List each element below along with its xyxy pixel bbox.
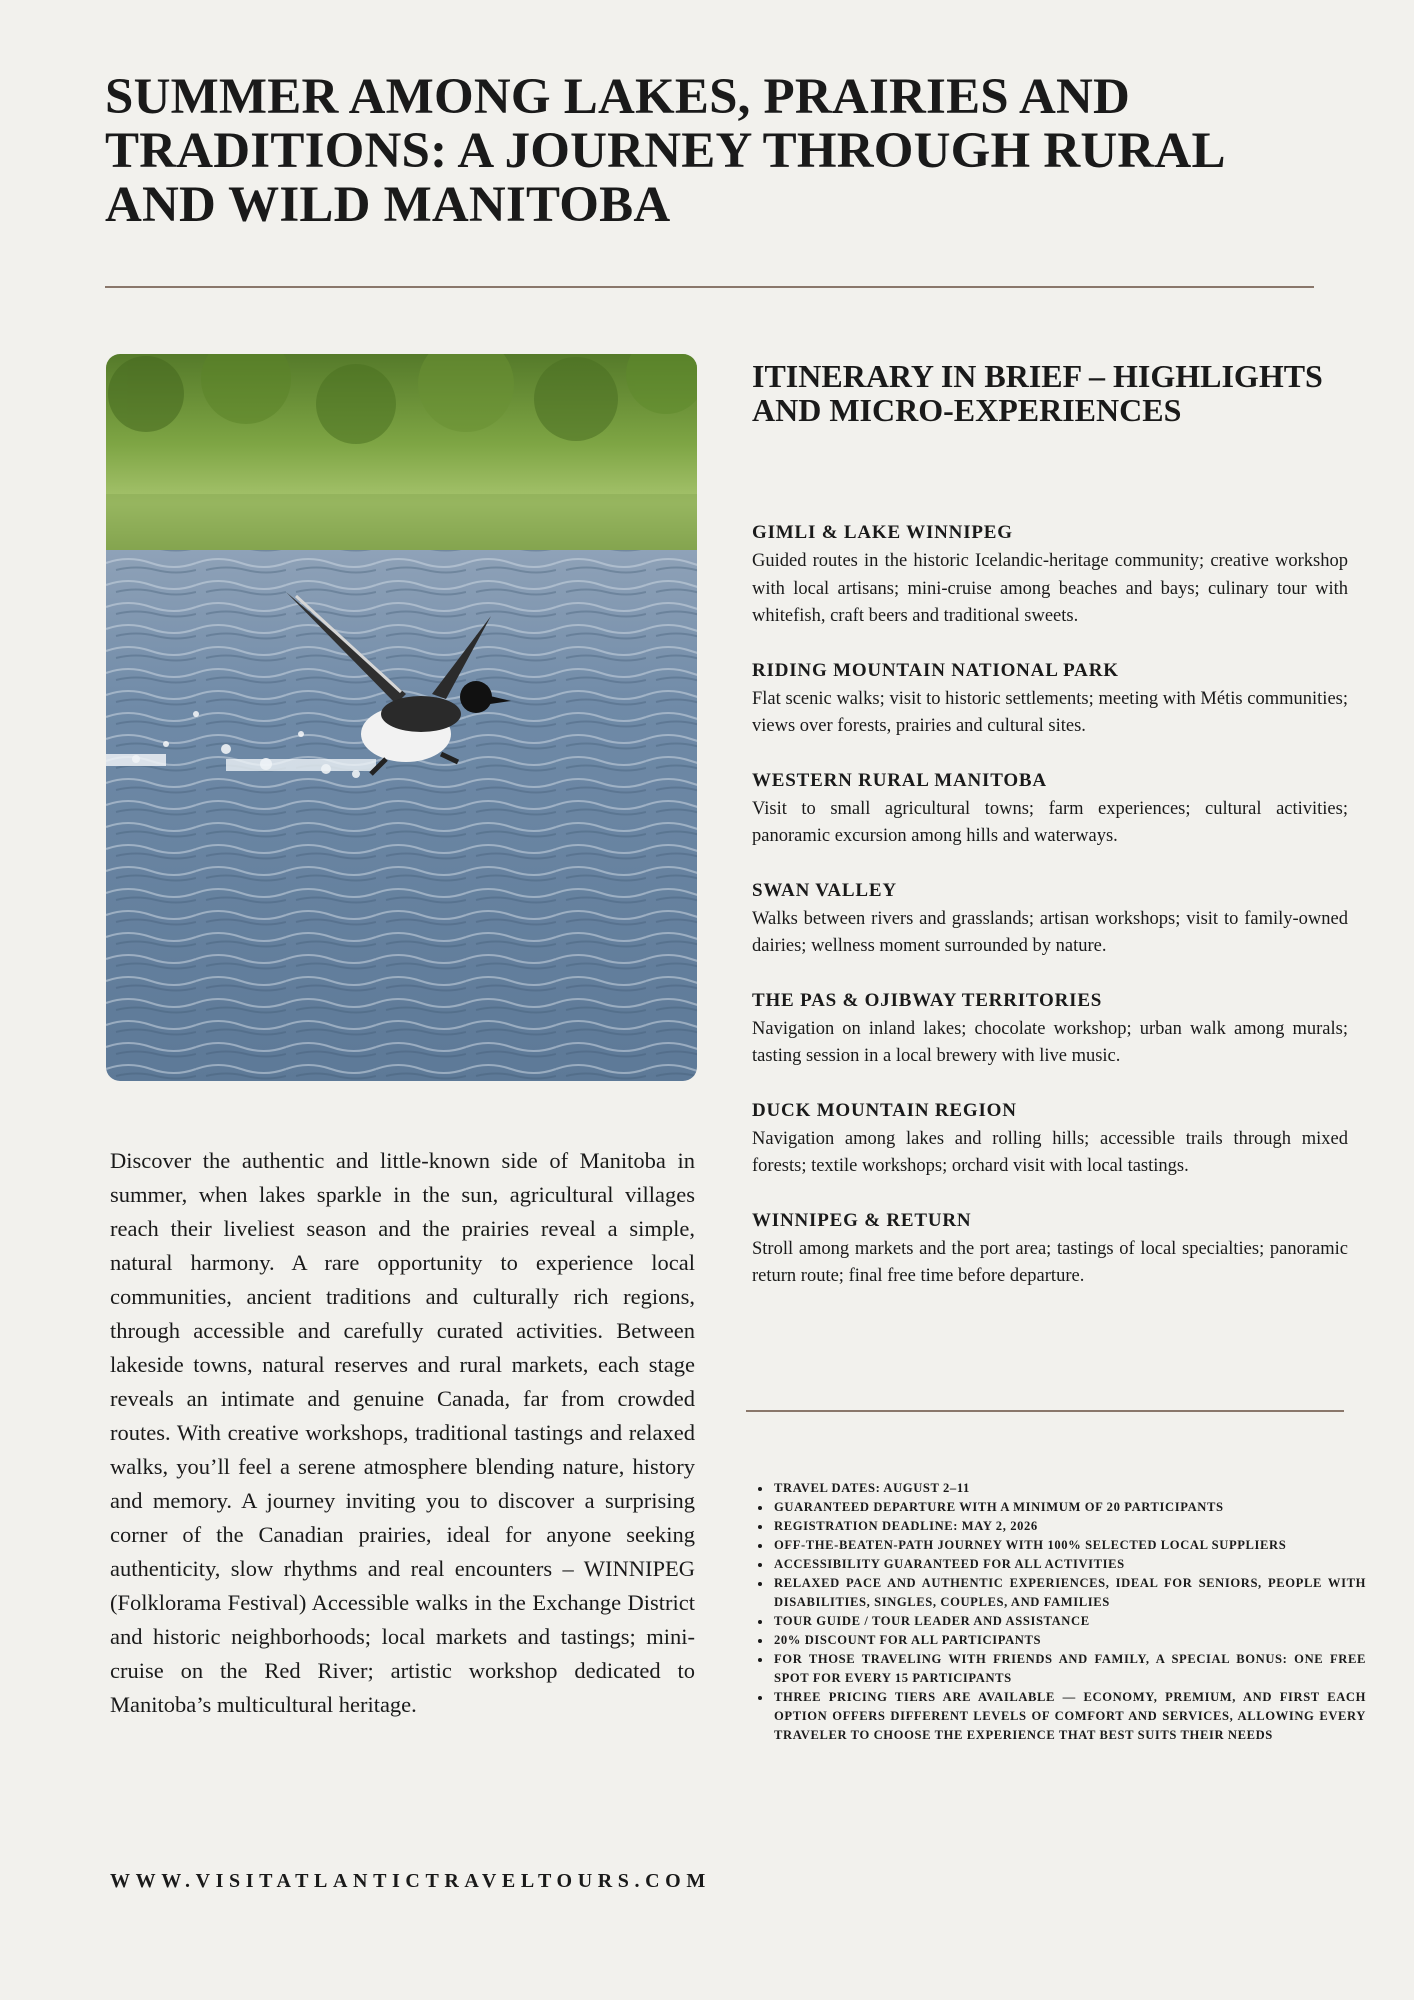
stop-description: Navigation on inland lakes; chocolate workshop; urban walk among murals; tasting session in a local brewery with live music. — [752, 1018, 1348, 1066]
itinerary-stop-western-rural — [752, 768, 1348, 851]
fact-local-suppliers: • OFF-THE-BEATEN-PATH JOURNEY WITH 100% SELECTED LOCAL SUPPLIERS — [772, 1536, 1366, 1555]
fact-guaranteed-departure: • GUARANTEED DEPARTURE WITH A MINIMUM OF 20 PARTICIPANTS — [772, 1498, 1366, 1517]
itinerary-stop-duck-mountain — [752, 1098, 1348, 1181]
itinerary-stop-riding-mountain — [752, 658, 1348, 741]
loon-photo — [106, 354, 697, 1081]
stop-description: Navigation among lakes and rolling hills; accessible trails through mixed forests; textile workshops; orchard visit with local tastings. — [752, 1128, 1348, 1176]
stop-description: Flat scenic walks; visit to historic settlements; meeting with Métis communities; views over forests, prairies and cultural sites. — [752, 688, 1348, 736]
stop-name: THE PAS & OJIBWAY TERRITORIES — [752, 989, 1103, 1011]
stop-name: WESTERN RURAL MANITOBA — [752, 769, 1047, 791]
page-title: SUMMER AMONG LAKES, PRAIRIES AND TRADITIONS: A JOURNEY THROUGH RURAL AND WILD MANITOBA — [105, 69, 1223, 233]
intro-paragraph: Discover the authentic and little-known side of Manitoba in summer, when lakes sparkle in the sun, agricultural villages reach their liveliest season and the prairies reveal a simple, natural harmony. A rare opportunity to experience local communities, ancient traditions and culturally rich regions, through accessible and carefully curated activities. Between lakeside towns, natural reserves and rural markets, each stage reveals an intimate and genuine Canada, far from crowded routes. With creative workshops, traditional tastings and relaxed walks, you’ll feel a serene atmosphere blending nature, history and memory. A journey inviting you to discover a surprising corner of the Canadian prairies, ideal for anyone seeking authenticity, slow rhythms and real encounters – WINNIPEG (Folklorama Festival) Accessible walks in the Exchange District and historic neighborhoods; local markets and tastings; mini-cruise on the Red River; artistic workshop dedicated to Manitoba’s multicultural heritage. — [110, 1148, 695, 1717]
title-divider — [105, 286, 1314, 288]
stop-name: DUCK MOUNTAIN REGION — [752, 1099, 1017, 1121]
fact-accessibility: • ACCESSIBILITY GUARANTEED FOR ALL ACTIVITIES — [772, 1555, 1366, 1574]
itinerary-stop-the-pas — [752, 988, 1348, 1071]
stop-description: Visit to small agricultural towns; farm experiences; cultural activities; panoramic excursion among hills and waterways. — [752, 798, 1348, 846]
fact-tour-guide: • TOUR GUIDE / TOUR LEADER AND ASSISTANCE — [772, 1612, 1366, 1631]
itinerary-list — [752, 520, 1348, 1318]
loon-taking-off-illustration — [106, 354, 697, 1081]
stop-name: WINNIPEG & RETURN — [752, 1209, 972, 1231]
stop-name: GIMLI & LAKE WINNIPEG — [752, 522, 1013, 543]
stop-name: SWAN VALLEY — [752, 879, 897, 901]
itinerary-stop-swan-valley — [752, 878, 1348, 961]
fact-travel-dates: • TRAVEL DATES: AUGUST 2–11 — [772, 1479, 1366, 1498]
fact-discount: • 20% DISCOUNT FOR ALL PARTICIPANTS — [772, 1631, 1366, 1650]
fact-group-bonus: • FOR THOSE TRAVELING WITH FRIENDS AND FAMILY, A SPECIAL BONUS: ONE FREE SPOT FOR EVERY 15 PARTICIPANTS — [772, 1650, 1366, 1688]
stop-name: RIDING MOUNTAIN NATIONAL PARK — [752, 659, 1119, 681]
stop-description: Guided routes in the historic Icelandic-heritage community; creative workshop with local artisans; mini-cruise among beaches and bays; culinary tour with whitefish, craft beers and traditional sweets. — [752, 551, 1348, 626]
stop-description: Stroll among markets and the port area; tastings of local specialties; panoramic return route; final free time before departure. — [752, 1238, 1348, 1286]
trip-facts-list — [752, 1479, 1366, 1745]
itinerary-title: ITINERARY IN BRIEF – HIGHLIGHTS AND MICRO-EXPERIENCES — [752, 358, 1323, 428]
itinerary-stop-gimli — [752, 520, 1348, 631]
itinerary-stop-winnipeg-return — [752, 1208, 1348, 1291]
stop-description: Walks between rivers and grasslands; artisan workshops; visit to family-owned dairies; wellness moment surrounded by nature. — [752, 908, 1348, 956]
fact-pricing-tiers: • THREE PRICING TIERS ARE AVAILABLE — ECONOMY, PREMIUM, AND FIRST EACH OPTION OFFERS DIFFERENT LEVELS OF COMFORT AND SERVICES, ALLOWING EVERY TRAVELER TO CHOOSE THE EXPERIENCE THAT BEST SUITS THEIR NEEDS — [772, 1688, 1366, 1745]
website-link[interactable]: WWW.VISITATLANTICTRAVELTOURS.COM — [110, 1870, 711, 1892]
fact-relaxed-pace: • RELAXED PACE AND AUTHENTIC EXPERIENCES, IDEAL FOR SENIORS, PEOPLE WITH DISABILITIES, SINGLES, COUPLES, AND FAMILIES — [772, 1574, 1366, 1612]
fact-registration-deadline: • REGISTRATION DEADLINE: MAY 2, 2026 — [772, 1517, 1366, 1536]
facts-divider — [746, 1410, 1344, 1412]
